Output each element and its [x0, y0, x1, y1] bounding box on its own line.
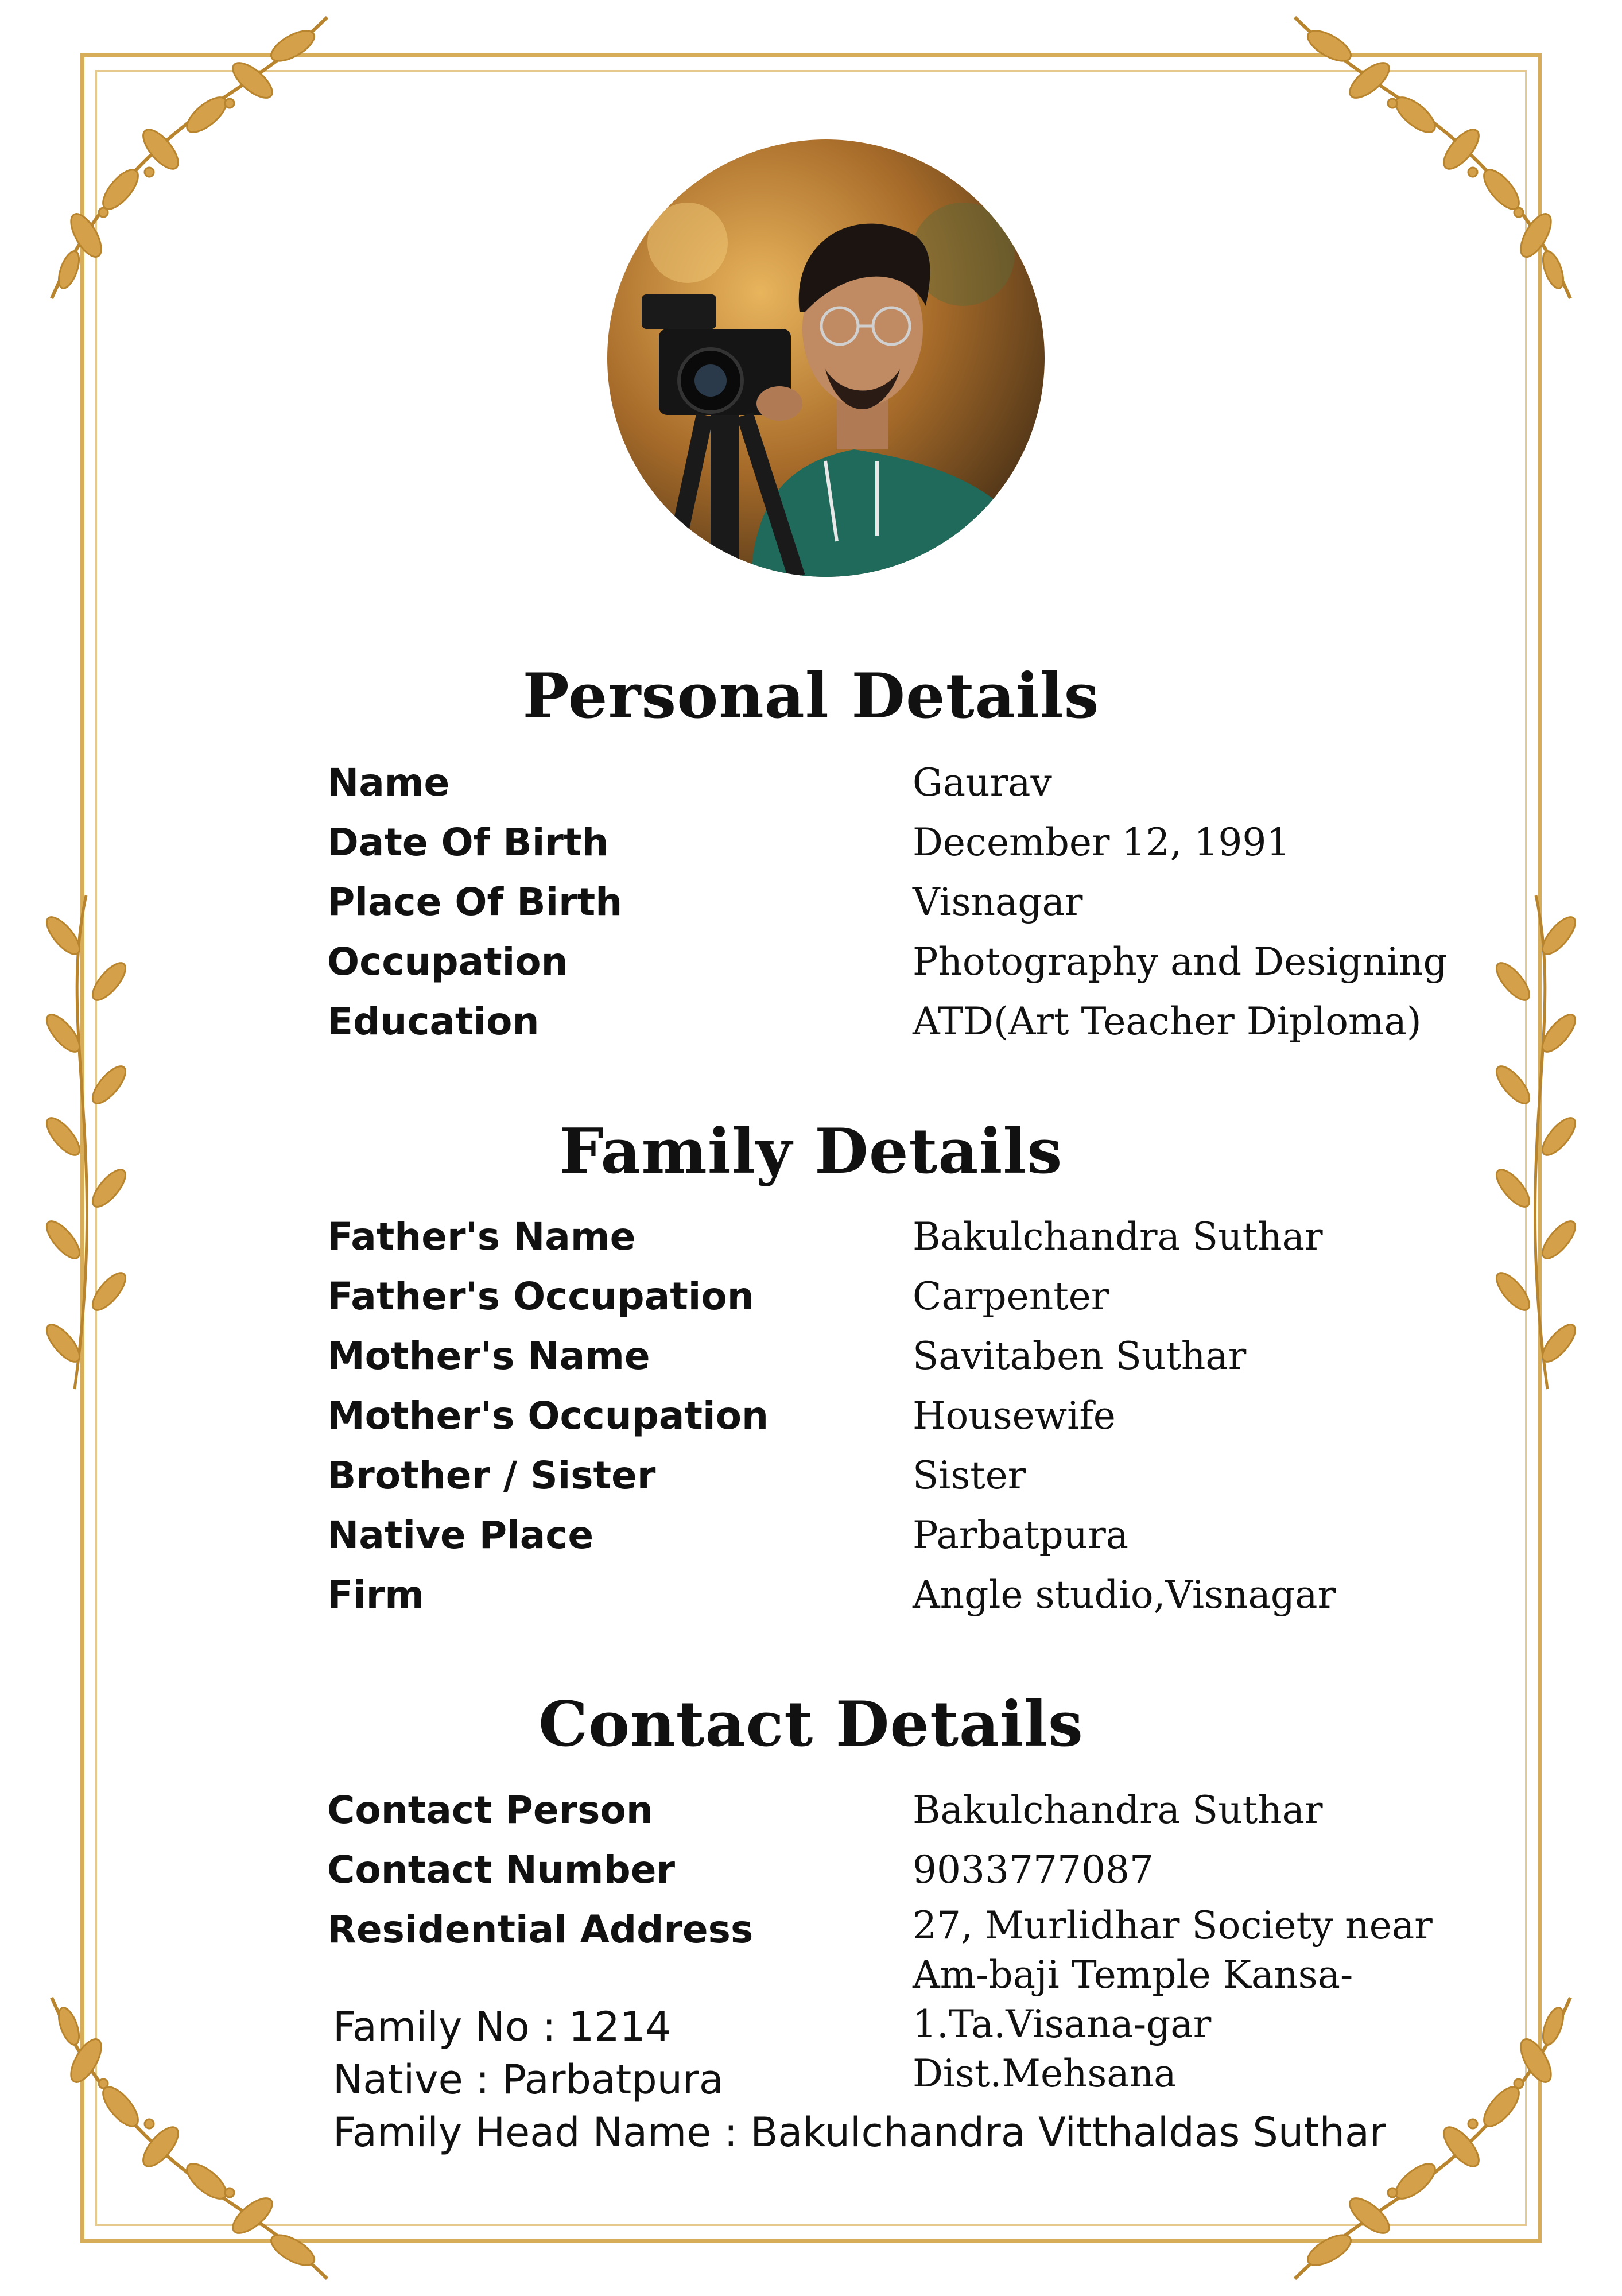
row-label-place-of-birth: Place Of Birth: [327, 880, 623, 924]
row-label-fathers-occupation: Father's Occupation: [327, 1274, 754, 1318]
row-value-contact-number: 9033777087: [913, 1848, 1154, 1892]
row-value-brother-sister: Sister: [913, 1453, 1026, 1498]
contact-details-heading: Contact Details: [538, 1688, 1084, 1760]
row-label-occupation: Occupation: [327, 940, 568, 984]
row-label-contact-person: Contact Person: [327, 1788, 653, 1832]
row-value-occupation: Photography and Designing: [913, 940, 1448, 984]
row-label-education: Education: [327, 999, 540, 1044]
family-details-heading: Family Details: [559, 1115, 1063, 1188]
family-no-text: Family No : 1214: [333, 2003, 671, 2050]
row-value-residential-address: 27, Murlidhar Society near Am-baji Temple Kansa-1.Ta.Visana-gar Dist.Mehsana: [913, 1903, 1433, 2096]
family-head-text: Family Head Name : Bakulchandra Vitthaldas Suthar: [333, 2109, 1386, 2156]
row-label-firm: Firm: [327, 1573, 425, 1617]
leaf-ornament-icon-bottom-left: [17, 1975, 339, 2296]
native-text: Native : Parbatpura: [333, 2056, 724, 2103]
row-value-native-place: Parbatpura: [913, 1513, 1129, 1557]
leaf-ornament-icon-top-left: [17, 0, 339, 321]
row-value-mothers-occupation: Housewife: [913, 1394, 1116, 1438]
row-value-education: ATD(Art Teacher Diploma): [913, 999, 1422, 1044]
personal-details-heading: Personal Details: [522, 660, 1100, 732]
row-label-fathers-name: Father's Name: [327, 1215, 636, 1259]
row-value-fathers-name: Bakulchandra Suthar: [913, 1215, 1323, 1259]
row-label-brother-sister: Brother / Sister: [327, 1453, 656, 1498]
row-label-mothers-name: Mother's Name: [327, 1334, 650, 1378]
row-value-mothers-name: Savitaben Suthar: [913, 1334, 1247, 1378]
row-value-firm: Angle studio,Visnagar: [913, 1573, 1336, 1617]
row-label-name: Name: [327, 761, 450, 805]
portrait-photo-icon: [607, 139, 1045, 577]
row-value-contact-person: Bakulchandra Suthar: [913, 1788, 1323, 1832]
row-label-mothers-occupation: Mother's Occupation: [327, 1394, 769, 1438]
row-label-residential-address: Residential Address: [327, 1907, 754, 1952]
row-label-native-place: Native Place: [327, 1513, 594, 1557]
row-label-date-of-birth: Date Of Birth: [327, 820, 609, 864]
row-value-date-of-birth: December 12, 1991: [913, 820, 1291, 864]
row-label-contact-number: Contact Number: [327, 1848, 676, 1892]
row-value-name: Gaurav: [913, 761, 1052, 805]
portrait-photo: [607, 139, 1045, 577]
row-value-fathers-occupation: Carpenter: [913, 1274, 1109, 1318]
leaf-ornament-icon-top-right: [1283, 0, 1605, 321]
row-value-place-of-birth: Visnagar: [913, 880, 1083, 924]
